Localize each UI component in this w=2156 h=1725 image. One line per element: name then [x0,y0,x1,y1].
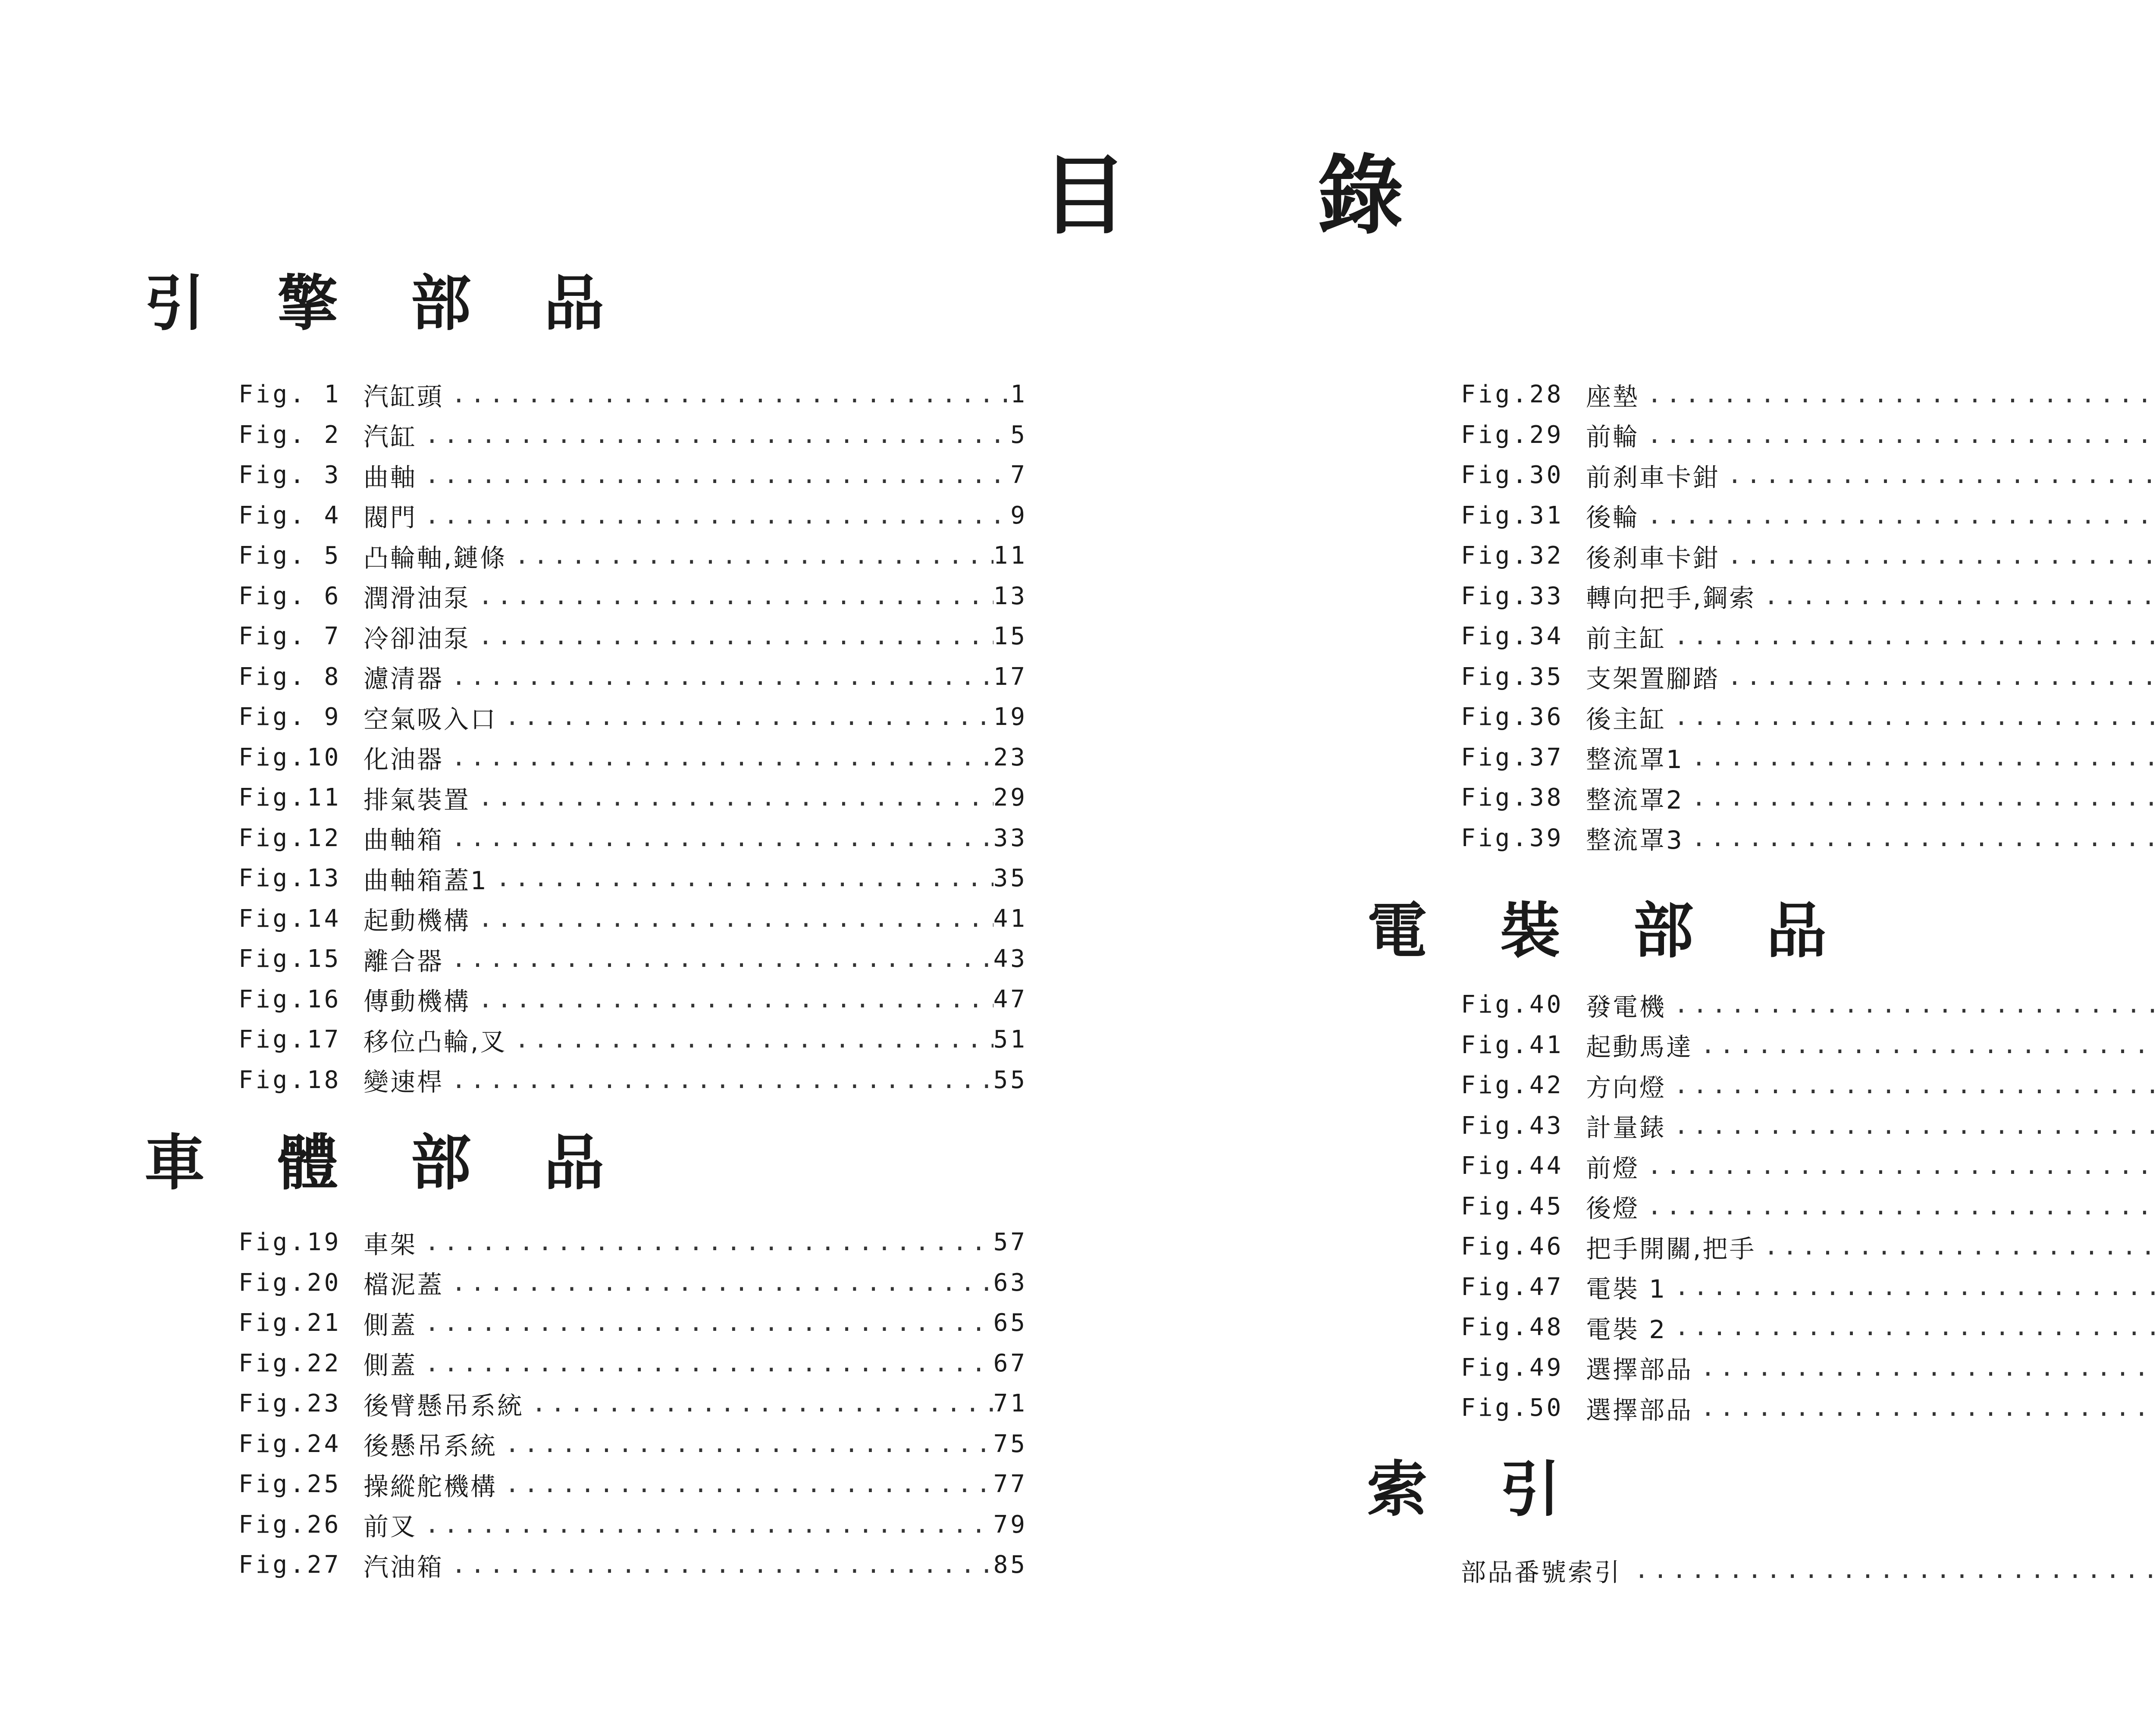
entry-fig-number: Fig. 7 [238,622,342,651]
entry-fig-number: Fig.49 [1461,1353,1564,1382]
entry-page-number: 63 [993,1268,1028,1297]
entry-name: 曲軸箱蓋1 [364,866,488,895]
dot-leader [514,1026,993,1054]
entry-fig-number: Fig.10 [238,743,342,772]
entry-name: 計量錶 [1586,1113,1667,1143]
dot-leader [451,824,993,852]
entry-fig-number: Fig.33 [1461,582,1564,610]
dot-leader [1692,743,2156,772]
toc-entry[interactable] [238,737,1028,778]
entry-name: 電裝 2 [1586,1314,1667,1344]
toc-entry[interactable] [238,536,1028,576]
entry-page-number: 47 [993,985,1028,1013]
entry-page-number: 19 [993,703,1028,731]
entry-name: 閥門 [364,503,417,533]
entry-fig-number: Fig. 2 [238,420,342,449]
dot-leader [478,784,993,812]
entry-name: 化油器 [364,745,444,775]
entry-name: 車架 [364,1229,417,1259]
dot-leader [505,703,993,731]
dot-leader [1647,1192,2156,1220]
dot-leader [505,1430,993,1458]
dot-leader [425,1511,993,1539]
dot-leader [451,1066,993,1094]
entry-name: 整流罩3 [1586,825,1684,855]
dot-leader [425,1228,993,1256]
toc-entry[interactable] [238,1424,1028,1465]
entry-fig-number: Fig.11 [238,784,342,812]
entry-page-number: 29 [993,784,1028,812]
entry-page-number: 71 [993,1389,1028,1418]
toc-entry[interactable] [238,657,1028,697]
entry-fig-number: Fig.35 [1461,662,1564,691]
entry-fig-number: Fig.38 [1461,784,1564,812]
entry-page-number: 67 [993,1349,1028,1377]
entry-fig-number: Fig.42 [1461,1071,1564,1100]
toc-entry[interactable] [238,1383,1028,1424]
toc-entry[interactable] [1461,536,2156,576]
entry-name: 座墊 [1586,382,1640,411]
entry-fig-number: Fig.17 [238,1026,342,1054]
entry-fig-number: Fig.31 [1461,501,1564,530]
entry-fig-number: Fig.24 [238,1430,342,1458]
entry-fig-number: Fig.28 [1461,380,1564,409]
toc-entry[interactable] [238,1343,1028,1384]
entry-fig-number: Fig. 5 [238,542,342,570]
entry-fig-number: Fig.14 [238,904,342,933]
dot-leader [451,1551,993,1579]
entry-name: 轉向把手,鋼索 [1586,583,1756,613]
toc-entry[interactable] [238,374,1028,415]
toc-entry[interactable] [1461,697,2156,737]
entry-name: 側蓋 [364,1351,417,1380]
toc-entry[interactable] [1461,818,2156,859]
dot-leader [1647,380,2156,408]
entry-fig-number: Fig.30 [1461,461,1564,489]
entry-fig-number: Fig.48 [1461,1313,1564,1342]
entry-name: 操縱舵機構 [364,1471,498,1501]
dot-leader [451,663,993,691]
entry-fig-number: Fig.44 [1461,1152,1564,1180]
toc-entry[interactable] [1461,737,2156,778]
entry-page-number: 77 [993,1470,1028,1499]
entry-fig-number: Fig. 1 [238,380,342,409]
toc-entry[interactable] [1461,1267,2156,1308]
toc-entry[interactable] [238,1060,1028,1101]
dot-leader [1727,663,2156,691]
toc-entry[interactable] [1461,1307,2156,1348]
entry-page-number: 1 [1010,380,1028,409]
section-heading-engine: 引 擎 部 品 [144,269,630,339]
entry-name: 前主缸 [1586,624,1667,653]
toc-entry[interactable] [1461,496,2156,536]
entry-fig-number: Fig.46 [1461,1233,1564,1261]
entry-name: 支架置腳踏 [1586,664,1720,694]
entry-fig-number: Fig.20 [238,1268,342,1297]
dot-leader [1764,582,2156,610]
toc-entry[interactable] [238,455,1028,496]
section-heading-body: 車 體 部 品 [144,1128,630,1198]
entry-name: 曲軸箱 [364,825,444,855]
entry-fig-number: Fig.36 [1461,703,1564,731]
toc-entry[interactable] [238,1545,1028,1585]
dot-leader [425,421,1010,449]
dot-leader [425,461,1010,489]
toc-entry[interactable] [238,818,1028,859]
entry-name: 起動馬達 [1586,1032,1693,1062]
entry-page-number: 55 [993,1066,1028,1094]
entry-fig-number: Fig.12 [238,824,342,852]
toc-entry[interactable] [238,1464,1028,1505]
toc-entry[interactable] [238,697,1028,737]
toc-entry[interactable] [238,415,1028,455]
dot-leader [451,945,993,973]
entry-page-number: 15 [993,622,1028,651]
toc-entry[interactable] [238,616,1028,657]
dot-leader [451,743,993,772]
entry-fig-number: Fig.47 [1461,1273,1564,1301]
entry-page-number: 85 [993,1551,1028,1579]
entry-name: 冷卻油泵 [364,624,471,653]
dot-leader [514,542,993,570]
dot-leader [478,582,993,610]
entry-page-number: 51 [993,1026,1028,1054]
toc-entry[interactable] [238,858,1028,899]
body-parts-list [238,1222,1028,1585]
entry-name: 後輪 [1586,503,1640,533]
body-parts-list-continued [1461,374,2156,858]
dot-leader [1692,824,2156,852]
toc-entry[interactable] [1461,374,2156,415]
entry-name: 整流罩2 [1586,785,1684,815]
entry-name: 前燈 [1586,1153,1640,1183]
dot-leader [532,1389,993,1418]
engine-parts-list [238,374,1028,1100]
entry-name: 汽油箱 [364,1552,444,1582]
entry-fig-number: Fig.23 [238,1389,342,1418]
entry-name: 電裝 1 [1586,1274,1667,1304]
toc-entry[interactable] [238,778,1028,818]
dot-leader [1692,784,2156,812]
dot-leader [1674,703,2156,731]
entry-name: 汽缸 [364,422,417,452]
entry-name: 離合器 [364,946,444,976]
dot-leader [425,502,1010,530]
entry-fig-number: Fig.34 [1461,622,1564,651]
entry-name: 方向燈 [1586,1073,1667,1102]
electrical-parts-list [1461,985,2156,1428]
entry-name: 後刹車卡鉗 [1586,543,1720,573]
dot-leader [451,380,1010,408]
entry-fig-number: Fig.45 [1461,1192,1564,1220]
entry-name: 後燈 [1586,1194,1640,1223]
toc-entry[interactable] [1461,1065,2156,1106]
entry-fig-number: Fig.50 [1461,1394,1564,1422]
entry-fig-number: Fig.16 [238,985,342,1013]
entry-page-number: 7 [1010,461,1028,489]
entry-page-number: 43 [993,945,1028,973]
toc-entry[interactable] [238,1505,1028,1545]
entry-fig-number: Fig.32 [1461,542,1564,570]
dot-leader [1674,991,2156,1019]
toc-entry[interactable] [238,576,1028,617]
entry-fig-number: Fig. 6 [238,582,342,610]
entry-fig-number: Fig.29 [1461,420,1564,449]
dot-leader [425,1309,993,1337]
entry-page-number: 23 [993,743,1028,772]
dot-leader [1674,1313,2156,1341]
index-list [1461,1550,2156,1590]
dot-leader [1701,1031,2156,1059]
toc-entry[interactable] [238,1303,1028,1343]
entry-fig-number: Fig. 3 [238,461,342,489]
entry-page-number: 13 [993,582,1028,610]
entry-page-number: 75 [993,1430,1028,1458]
title-char-2: 錄 [1317,146,1404,246]
dot-leader [1674,1071,2156,1099]
entry-name: 發電機 [1586,992,1667,1022]
entry-fig-number: Fig.25 [238,1470,342,1499]
entry-fig-number: Fig.27 [238,1551,342,1579]
toc-entry[interactable] [238,1019,1028,1060]
entry-fig-number: Fig. 9 [238,703,342,731]
entry-name: 空氣吸入口 [364,704,498,734]
toc-entry[interactable] [1461,616,2156,657]
entry-page-number: 17 [993,662,1028,691]
dot-leader [478,905,993,933]
toc-entry[interactable] [1461,1226,2156,1267]
entry-name: 潤滑油泵 [364,583,471,613]
entry-name: 側蓋 [364,1310,417,1340]
dot-leader [478,985,993,1013]
entry-name: 後臂懸吊系統 [364,1391,524,1421]
entry-fig-number: Fig. 4 [238,501,342,530]
toc-entry[interactable] [238,1263,1028,1303]
entry-name: 凸輪軸,鏈條 [364,543,507,573]
toc-entry[interactable] [238,939,1028,979]
entry-fig-number: Fig.40 [1461,991,1564,1019]
entry-name: 後主缸 [1586,704,1667,734]
entry-name: 變速桿 [364,1067,444,1097]
entry-name: 整流罩1 [1586,745,1684,775]
toc-entry-index[interactable] [1461,1550,2156,1590]
toc-entry[interactable] [1461,576,2156,617]
entry-name: 前叉 [364,1512,417,1542]
entry-fig-number: Fig.39 [1461,824,1564,852]
entry-fig-number: Fig.26 [238,1510,342,1539]
entry-name: 把手開關,把手 [1586,1234,1756,1264]
dot-leader [505,1470,993,1498]
entry-name: 移位凸輪,叉 [364,1027,507,1057]
dot-leader [1634,1556,2156,1584]
toc-entry[interactable] [1461,1106,2156,1146]
entry-fig-number: Fig.41 [1461,1031,1564,1059]
entry-name: 後懸吊系統 [364,1431,498,1461]
dot-leader [1727,461,2156,489]
entry-name: 前刹車卡鉗 [1586,462,1720,492]
entry-name: 曲軸 [364,462,417,492]
toc-entry[interactable] [238,899,1028,939]
toc-entry[interactable] [1461,1025,2156,1066]
title-char-1: 目 [1041,146,1128,246]
toc-entry[interactable] [1461,1388,2156,1428]
entry-fig-number: Fig.43 [1461,1111,1564,1140]
dot-leader [451,1269,993,1297]
section-heading-electrical: 電 裝 部 品 [1367,896,1853,966]
dot-leader [1701,1394,2156,1422]
toc-entry[interactable] [1461,1186,2156,1227]
toc-entry[interactable] [1461,415,2156,455]
entry-name: 前輪 [1586,422,1640,452]
toc-entry[interactable] [1461,778,2156,818]
dot-leader [1727,542,2156,570]
entry-name: 檔泥蓋 [364,1270,444,1300]
entry-name: 選擇部品 [1586,1355,1693,1385]
entry-page-number: 5 [1010,420,1028,449]
entry-name: 選擇部品 [1586,1395,1693,1425]
entry-fig-number: Fig.22 [238,1349,342,1377]
dot-leader [496,864,993,892]
toc-entry[interactable] [1461,1146,2156,1186]
dot-leader [1674,1273,2156,1301]
entry-fig-number: Fig.15 [238,945,342,973]
toc-entry[interactable] [1461,1348,2156,1388]
section-heading-index: 索 引 [1367,1455,1586,1525]
entry-page-number: 11 [993,542,1028,570]
dot-leader [425,1349,993,1377]
entry-name: 起動機構 [364,906,471,936]
entry-fig-number: Fig.13 [238,864,342,893]
entry-page-number: 33 [993,824,1028,852]
entry-page-number: 41 [993,904,1028,933]
entry-name: 部品番號索引 [1461,1557,1622,1587]
dot-leader [1701,1354,2156,1382]
dot-leader [1674,622,2156,650]
entry-fig-number: Fig.18 [238,1066,342,1094]
dot-leader [1674,1112,2156,1140]
entry-page-number: 35 [993,864,1028,893]
toc-entry[interactable] [238,979,1028,1020]
entry-fig-number: Fig.19 [238,1228,342,1257]
toc-entry[interactable] [1461,985,2156,1025]
entry-name: 汽缸頭 [364,382,444,411]
dot-leader [1647,502,2156,530]
entry-page-number: 57 [993,1228,1028,1257]
entry-fig-number: Fig.37 [1461,743,1564,772]
toc-entry[interactable] [238,496,1028,536]
toc-entry[interactable] [1461,657,2156,697]
entry-page-number: 9 [1010,501,1028,530]
entry-page-number: 65 [993,1309,1028,1337]
dot-leader [1647,421,2156,449]
entry-name: 濾清器 [364,664,444,694]
dot-leader [1764,1233,2156,1261]
dot-leader [1647,1152,2156,1180]
toc-entry[interactable] [238,1222,1028,1263]
page-title [1041,146,1404,246]
entry-fig-number: Fig. 8 [238,662,342,691]
toc-entry[interactable] [1461,455,2156,496]
entry-fig-number: Fig.21 [238,1309,342,1337]
entry-page-number: 79 [993,1510,1028,1539]
entry-name: 傳動機構 [364,987,471,1016]
entry-name: 排氣裝置 [364,785,471,815]
dot-leader [478,622,993,650]
